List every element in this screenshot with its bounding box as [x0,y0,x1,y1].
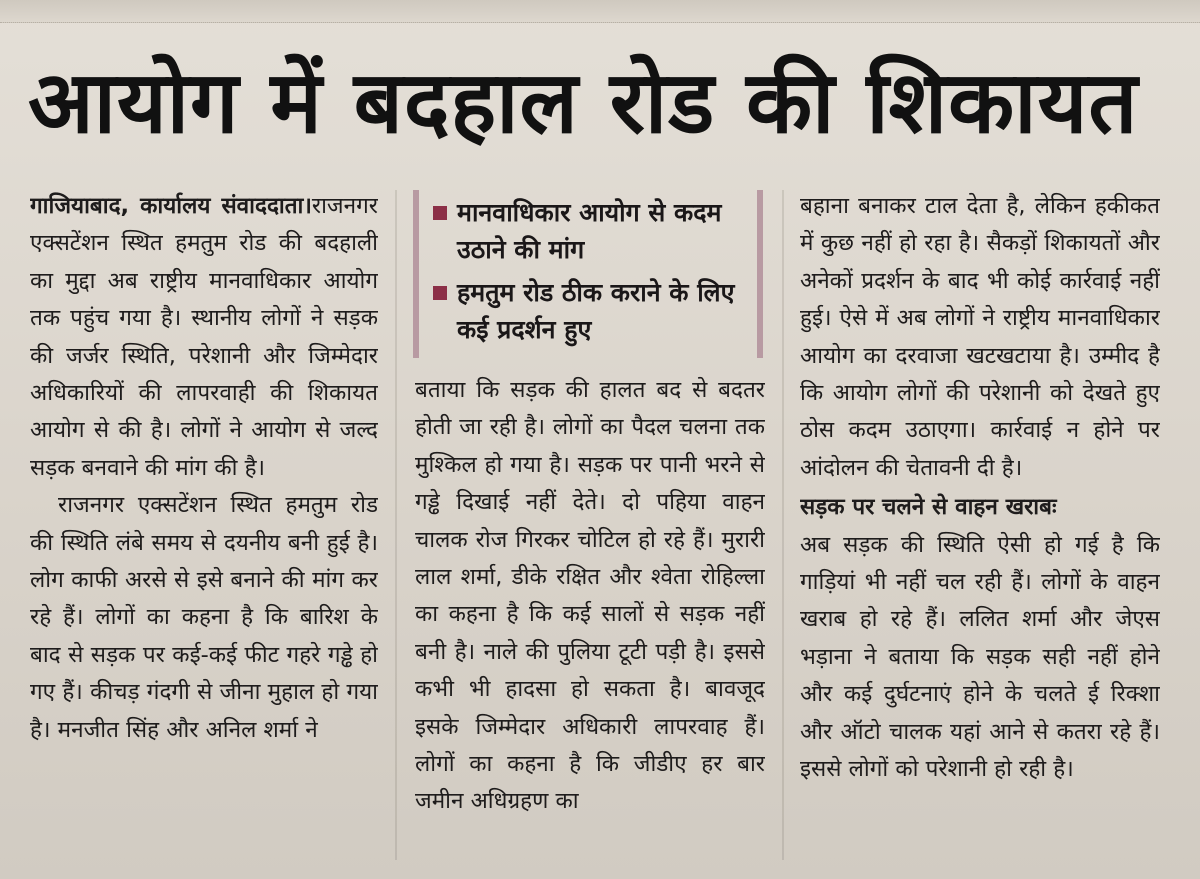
torn-top-strip [0,0,1200,23]
col2-paragraph-1: बताया कि सड़क की हालत बद से बदतर होती जा रही है। लोगों का पैदल चलना तक मुश्किल हो गया है। सड़क पर पानी भरने से गड्ढे दिखाई नहीं देते। दो पहिया वाहन चालक रोज गिरकर चोटिल हो रहे हैं। मुरारी लाल शर्मा, डीके रक्षित और श्वेता रोहिल्ला का कहना है कि कई सालों से सड़क नहीं बनी है। नाले की पुलिया टूटी पड़ी है। इससे कभी भी हादसा हो सकता है। बावजूद इसके जिम्मेदार अधिकारी लापरवाह हैं। लोगों का कहना है कि जीडीए हर बार जमीन अधिग्रहण का [415,377,765,815]
article-column-1 [30,188,378,860]
highlight-item [433,274,747,348]
bullet-square-icon [433,286,447,300]
column-divider [395,190,397,860]
article-column-2 [415,372,765,860]
highlight-text: मानवाधिकार आयोग से कदम उठाने की मांग [457,198,722,264]
bullet-square-icon [433,206,447,220]
article-column-3 [800,188,1160,860]
dateline: गाजियाबाद, कार्यालय संवाददाता। [30,193,312,219]
column-divider [782,190,784,860]
col1-paragraph-2: राजनगर एक्सटेंशन स्थित हमतुम रोड की स्थिति लंबे समय से दयनीय बनी हुई है। लोग काफी अरसे से इसे बनाने की मांग कर रहे हैं। लोगों का कहना है कि बारिश के बाद से सड़क पर कई-कई फीट गहरे गड्ढे हो गए हैं। कीचड़ गंदगी से जीना मुहाल हो गया है। मनजीत सिंह और अनिल शर्मा ने [30,492,378,743]
subheading: सड़क पर चलने से वाहन खराबः [800,494,1057,521]
col1-paragraph-1 [30,188,378,487]
col3-paragraph-2: अब सड़क की स्थिति ऐसी हो गई है कि गाड़ियां भी नहीं चल रही हैं। लोगों के वाहन खराब हो रहे हैं। ललित शर्मा और जेएस भड़ाना ने बताया कि सड़क सही नहीं होने और कई दुर्घटनाएं होने के चलते ई रिक्शा और ऑटो चालक यहां आने से कतरा रहे हैं। इससे लोगों को परेशानी हो रही है। [800,531,1160,783]
highlight-item [433,194,747,268]
article-headline: आयोग में बदहाल रोड की शिकायत [28,53,1139,153]
highlights-box [413,190,763,358]
col1-paragraph-1-text: राजनगर एक्सटेंशन स्थित हमतुम रोड की बदहाली का मुद्दा अब राष्ट्रीय मानवाधिकार आयोग तक पहुंच गया है। स्थानीय लोगों ने सड़क की जर्जर स्थिति, परेशानी और जिम्मेदार अधिकारियों की लापरवाही की शिकायत आयोग से की है। लोगों ने आयोग से जल्द सड़क बनवाने की मांग की है। [30,193,378,481]
col3-paragraph-1: बहाना बनाकर टाल देता है, लेकिन हकीकत में कुछ नहीं हो रहा है। सैकड़ों शिकायतों और अनेकों प्रदर्शन के बाद भी कोई कार्रवाई नहीं हुई। ऐसे में अब लोगों ने राष्ट्रीय मानवाधिकार आयोग का दरवाजा खटखटाया है। उम्मीद है कि आयोग लोगों की परेशानी को देखते हुए ठोस कदम उठाएगा। कार्रवाई न होने पर आंदोलन की चेतावनी दी है। [800,193,1160,481]
highlight-text: हमतुम रोड ठीक कराने के लिए कई प्रदर्शन हुए [457,278,735,344]
